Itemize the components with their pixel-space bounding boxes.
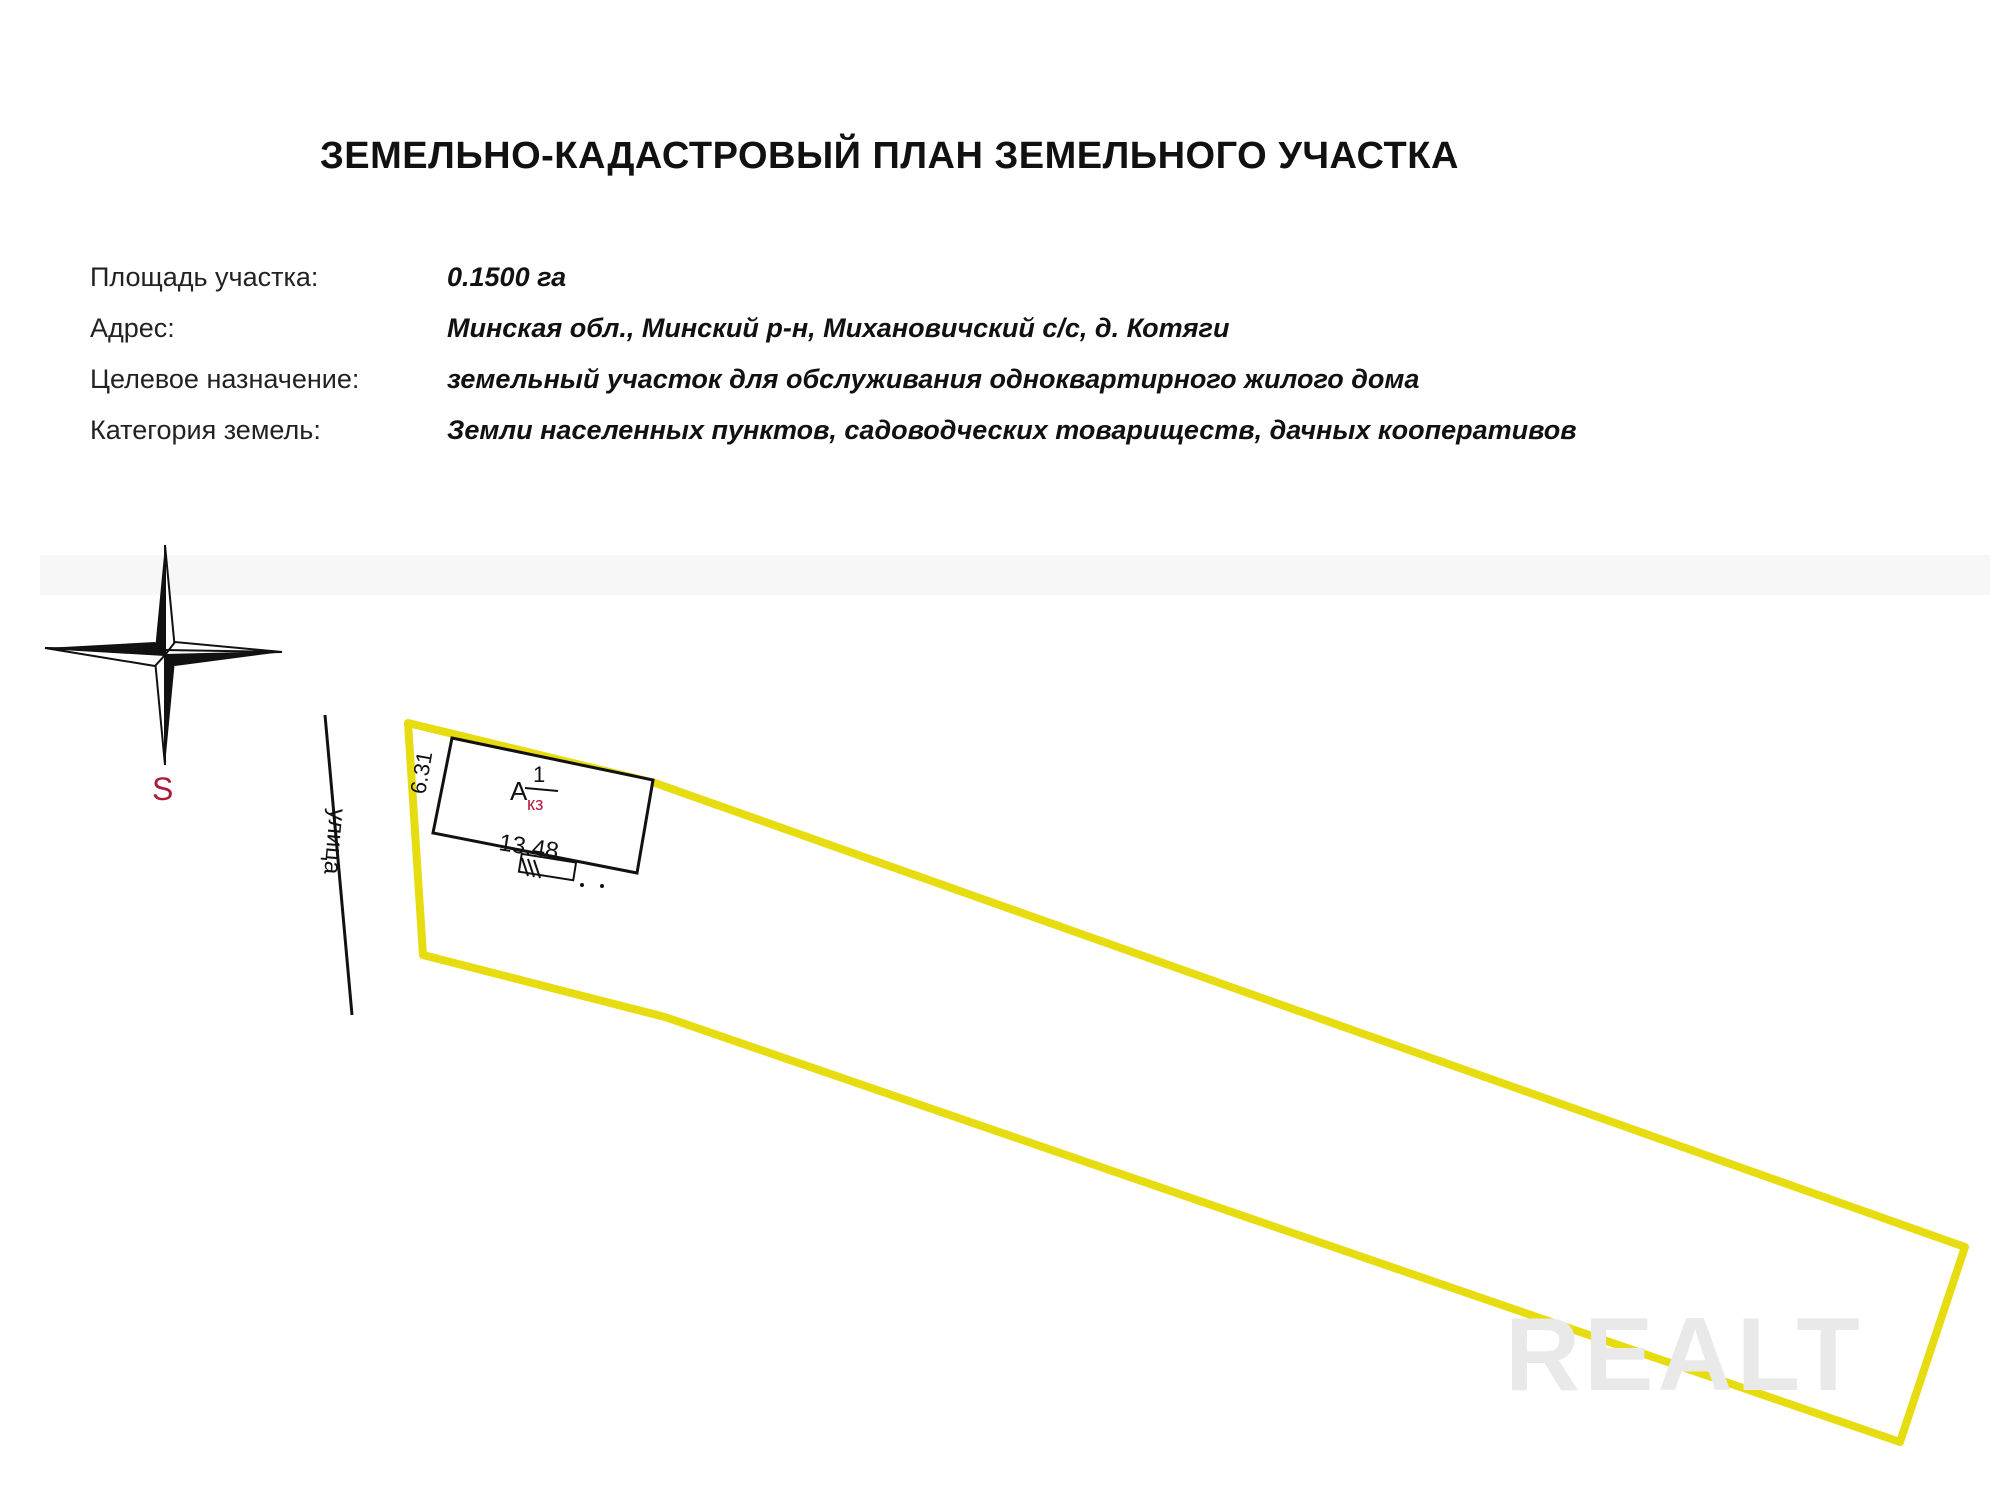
building-side-short: 6.31 [405,749,438,796]
compass-south-light [155,655,165,765]
compass-label: S [152,771,174,807]
building-floors: 1 [533,762,546,787]
building-material: кз [527,794,544,814]
address-value: Минская обл., Минский р-н, Михановичский с/с, д. Котяги [447,313,1230,343]
building-side-long: 13.48 [497,829,561,866]
category-value: Земли населенных пунктов, садоводческих товариществ, дачных кооперативов [447,415,1577,445]
purpose-label: Целевое назначение: [90,364,360,394]
survey-point-2 [600,884,604,888]
address-label: Адрес: [90,313,175,343]
street-label: улица [318,807,351,876]
document-title: ЗЕМЕЛЬНО-КАДАСТРОВЫЙ ПЛАН ЗЕМЕЛЬНОГО УЧАСТКА [320,135,1459,177]
compass-south-dark [165,655,175,765]
purpose-value: земельный участок для обслуживания одноквартирного жилого дома [447,364,1420,394]
scan-artifact-band [40,555,1990,595]
area-value: 0.1500 га [447,262,567,292]
category-label: Категория земель: [90,415,321,445]
survey-point-1 [580,883,584,887]
realt-watermark: REALT [1505,1297,1864,1413]
area-label: Площадь участка: [90,262,319,292]
building-letter: А [510,776,528,806]
